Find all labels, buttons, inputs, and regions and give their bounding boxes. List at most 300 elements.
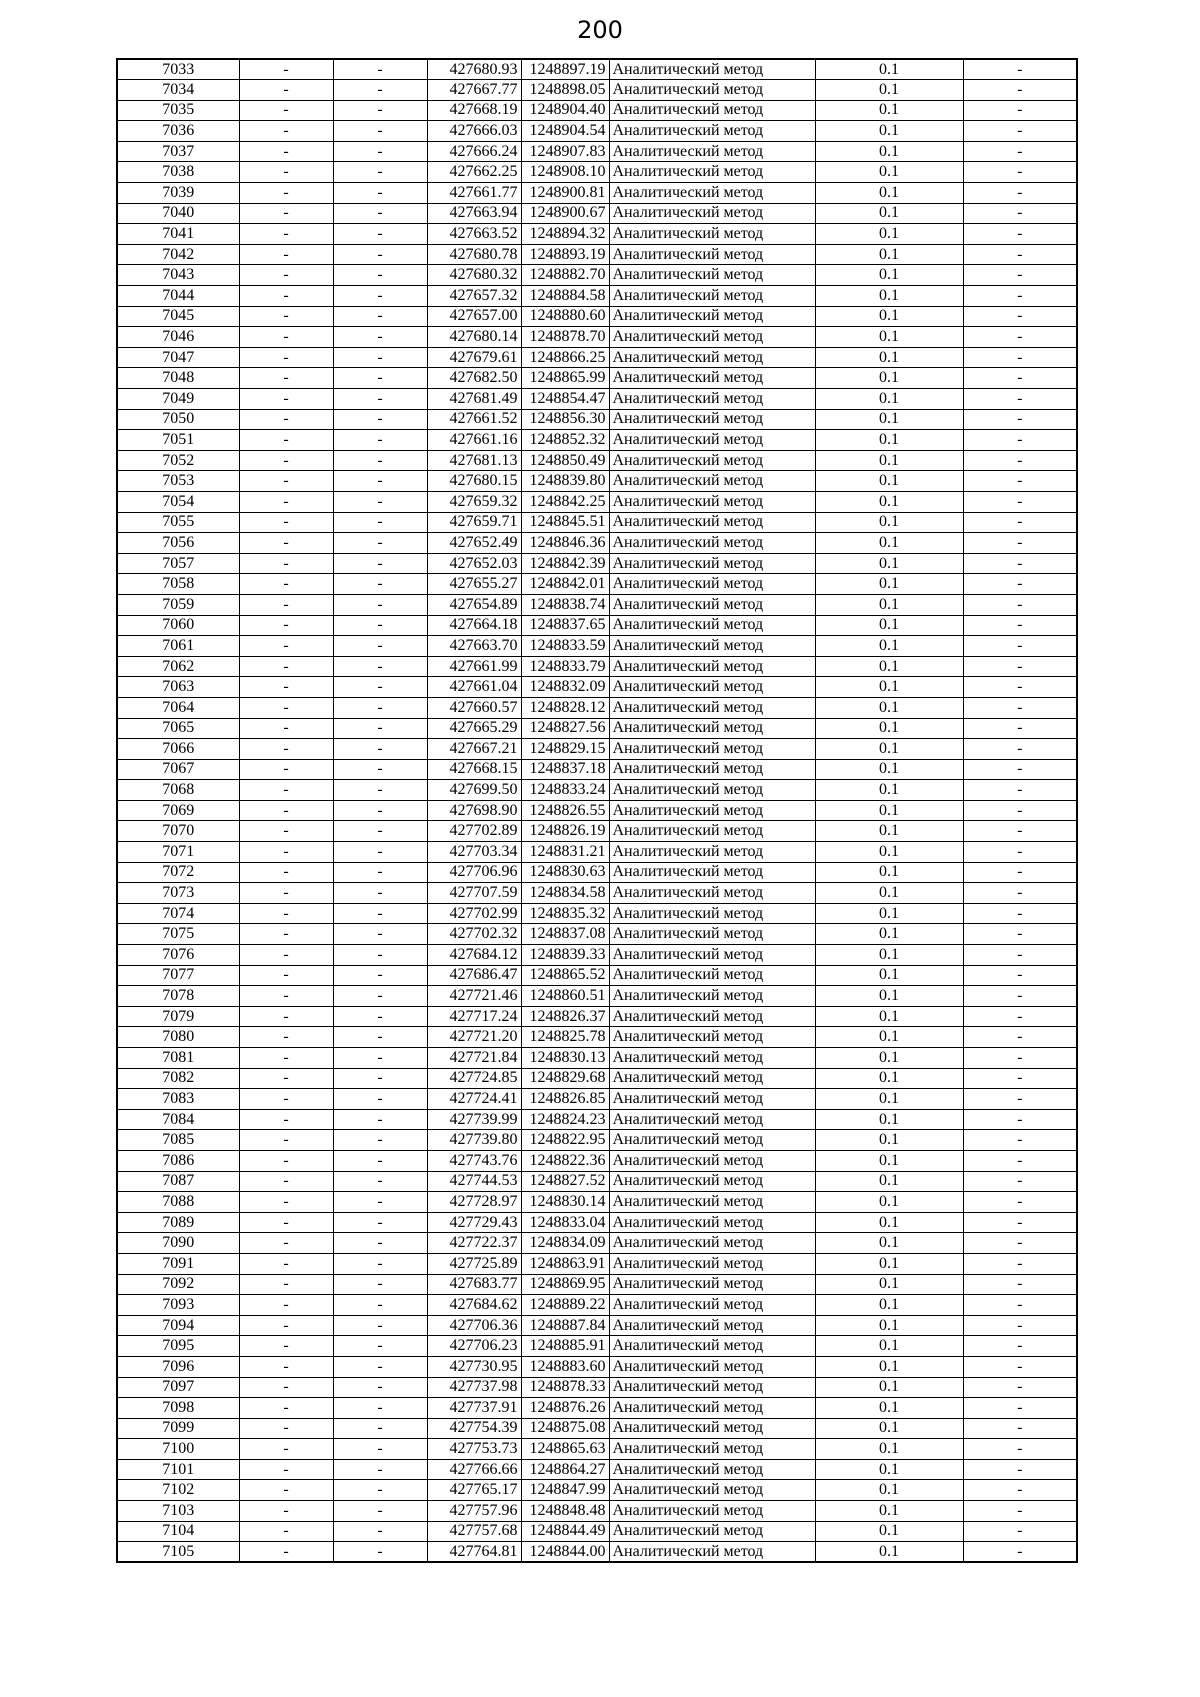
accuracy-cell: 0.1: [815, 1480, 963, 1501]
x-coordinate-cell: 427683.77: [427, 1274, 521, 1295]
x-coordinate-cell: 427661.77: [427, 183, 521, 204]
point-number-cell: 7084: [117, 1109, 239, 1130]
accuracy-cell: 0.1: [815, 1459, 963, 1480]
empty-cell: -: [963, 1439, 1077, 1460]
method-cell: Аналитический метод: [609, 80, 815, 101]
empty-cell: -: [333, 924, 427, 945]
accuracy-cell: 0.1: [815, 677, 963, 698]
empty-cell: -: [239, 1439, 333, 1460]
point-number-cell: 7073: [117, 883, 239, 904]
method-cell: Аналитический метод: [609, 389, 815, 410]
empty-cell: -: [239, 59, 333, 80]
x-coordinate-cell: 427699.50: [427, 780, 521, 801]
empty-cell: -: [963, 862, 1077, 883]
x-coordinate-cell: 427662.25: [427, 162, 521, 183]
table-row: [117, 759, 1077, 780]
table-row: [117, 965, 1077, 986]
method-cell: Аналитический метод: [609, 1439, 815, 1460]
accuracy-cell: 0.1: [815, 718, 963, 739]
empty-cell: -: [963, 821, 1077, 842]
x-coordinate-cell: 427737.98: [427, 1377, 521, 1398]
empty-cell: -: [239, 821, 333, 842]
empty-cell: -: [963, 965, 1077, 986]
x-coordinate-cell: 427668.15: [427, 759, 521, 780]
x-coordinate-cell: 427660.57: [427, 697, 521, 718]
accuracy-cell: 0.1: [815, 265, 963, 286]
empty-cell: -: [333, 1150, 427, 1171]
table-row: [117, 1150, 1077, 1171]
empty-cell: -: [963, 512, 1077, 533]
table-row: [117, 656, 1077, 677]
method-cell: Аналитический метод: [609, 1418, 815, 1439]
empty-cell: -: [239, 574, 333, 595]
x-coordinate-cell: 427664.18: [427, 615, 521, 636]
method-cell: Аналитический метод: [609, 409, 815, 430]
method-cell: Аналитический метод: [609, 1480, 815, 1501]
x-coordinate-cell: 427652.49: [427, 533, 521, 554]
accuracy-cell: 0.1: [815, 1253, 963, 1274]
method-cell: Аналитический метод: [609, 1315, 815, 1336]
empty-cell: -: [963, 636, 1077, 657]
table-row: [117, 1356, 1077, 1377]
table-row: [117, 100, 1077, 121]
table-row: [117, 1418, 1077, 1439]
empty-cell: -: [333, 491, 427, 512]
table-row: [117, 224, 1077, 245]
empty-cell: -: [239, 1315, 333, 1336]
table-row: [117, 615, 1077, 636]
empty-cell: -: [333, 945, 427, 966]
empty-cell: -: [239, 636, 333, 657]
accuracy-cell: 0.1: [815, 697, 963, 718]
table-row: [117, 1068, 1077, 1089]
y-coordinate-cell: 1248838.74: [521, 594, 609, 615]
table-row: [117, 1130, 1077, 1151]
empty-cell: -: [333, 986, 427, 1007]
accuracy-cell: 0.1: [815, 1336, 963, 1357]
table-row: [117, 821, 1077, 842]
y-coordinate-cell: 1248829.68: [521, 1068, 609, 1089]
y-coordinate-cell: 1248860.51: [521, 986, 609, 1007]
accuracy-cell: 0.1: [815, 430, 963, 451]
empty-cell: -: [333, 1398, 427, 1419]
point-number-cell: 7099: [117, 1418, 239, 1439]
empty-cell: -: [963, 780, 1077, 801]
x-coordinate-cell: 427666.24: [427, 141, 521, 162]
empty-cell: -: [963, 59, 1077, 80]
point-number-cell: 7080: [117, 1027, 239, 1048]
x-coordinate-cell: 427668.19: [427, 100, 521, 121]
empty-cell: -: [963, 306, 1077, 327]
accuracy-cell: 0.1: [815, 1356, 963, 1377]
empty-cell: -: [239, 100, 333, 121]
accuracy-cell: 0.1: [815, 842, 963, 863]
empty-cell: -: [239, 1109, 333, 1130]
method-cell: Аналитический метод: [609, 615, 815, 636]
empty-cell: -: [963, 574, 1077, 595]
method-cell: Аналитический метод: [609, 636, 815, 657]
x-coordinate-cell: 427739.99: [427, 1109, 521, 1130]
method-cell: Аналитический метод: [609, 800, 815, 821]
method-cell: Аналитический метод: [609, 1212, 815, 1233]
empty-cell: -: [239, 162, 333, 183]
empty-cell: -: [239, 677, 333, 698]
x-coordinate-cell: 427706.23: [427, 1336, 521, 1357]
x-coordinate-cell: 427686.47: [427, 965, 521, 986]
empty-cell: -: [963, 183, 1077, 204]
empty-cell: -: [239, 862, 333, 883]
y-coordinate-cell: 1248826.85: [521, 1089, 609, 1110]
empty-cell: -: [333, 739, 427, 760]
table-row: [117, 1109, 1077, 1130]
empty-cell: -: [333, 121, 427, 142]
empty-cell: -: [239, 141, 333, 162]
y-coordinate-cell: 1248907.83: [521, 141, 609, 162]
table-row: [117, 574, 1077, 595]
method-cell: Аналитический метод: [609, 1501, 815, 1522]
empty-cell: -: [963, 1480, 1077, 1501]
y-coordinate-cell: 1248852.32: [521, 430, 609, 451]
method-cell: Аналитический метод: [609, 121, 815, 142]
point-number-cell: 7074: [117, 903, 239, 924]
table-row: [117, 1336, 1077, 1357]
empty-cell: -: [239, 1336, 333, 1357]
accuracy-cell: 0.1: [815, 1521, 963, 1542]
method-cell: Аналитический метод: [609, 1233, 815, 1254]
point-number-cell: 7033: [117, 59, 239, 80]
method-cell: Аналитический метод: [609, 1542, 815, 1563]
point-number-cell: 7095: [117, 1336, 239, 1357]
empty-cell: -: [333, 1418, 427, 1439]
empty-cell: -: [239, 883, 333, 904]
empty-cell: -: [239, 368, 333, 389]
method-cell: Аналитический метод: [609, 533, 815, 554]
empty-cell: -: [333, 903, 427, 924]
empty-cell: -: [333, 842, 427, 863]
point-number-cell: 7034: [117, 80, 239, 101]
x-coordinate-cell: 427717.24: [427, 1006, 521, 1027]
table-row: [117, 389, 1077, 410]
empty-cell: -: [239, 1542, 333, 1563]
x-coordinate-cell: 427725.89: [427, 1253, 521, 1274]
point-number-cell: 7043: [117, 265, 239, 286]
point-number-cell: 7057: [117, 553, 239, 574]
empty-cell: -: [963, 244, 1077, 265]
accuracy-cell: 0.1: [815, 1006, 963, 1027]
x-coordinate-cell: 427724.41: [427, 1089, 521, 1110]
empty-cell: -: [239, 1150, 333, 1171]
point-number-cell: 7040: [117, 203, 239, 224]
y-coordinate-cell: 1248833.04: [521, 1212, 609, 1233]
x-coordinate-cell: 427706.36: [427, 1315, 521, 1336]
empty-cell: -: [963, 80, 1077, 101]
point-number-cell: 7070: [117, 821, 239, 842]
y-coordinate-cell: 1248876.26: [521, 1398, 609, 1419]
method-cell: Аналитический метод: [609, 512, 815, 533]
y-coordinate-cell: 1248847.99: [521, 1480, 609, 1501]
empty-cell: -: [333, 183, 427, 204]
x-coordinate-cell: 427721.20: [427, 1027, 521, 1048]
method-cell: Аналитический метод: [609, 842, 815, 863]
method-cell: Аналитический метод: [609, 697, 815, 718]
empty-cell: -: [963, 677, 1077, 698]
accuracy-cell: 0.1: [815, 862, 963, 883]
point-number-cell: 7093: [117, 1295, 239, 1316]
method-cell: Аналитический метод: [609, 759, 815, 780]
accuracy-cell: 0.1: [815, 1068, 963, 1089]
x-coordinate-cell: 427684.12: [427, 945, 521, 966]
accuracy-cell: 0.1: [815, 759, 963, 780]
empty-cell: -: [333, 1130, 427, 1151]
empty-cell: -: [239, 924, 333, 945]
empty-cell: -: [963, 1130, 1077, 1151]
empty-cell: -: [333, 286, 427, 307]
table-row: [117, 780, 1077, 801]
y-coordinate-cell: 1248822.36: [521, 1150, 609, 1171]
empty-cell: -: [963, 224, 1077, 245]
y-coordinate-cell: 1248865.63: [521, 1439, 609, 1460]
y-coordinate-cell: 1248822.95: [521, 1130, 609, 1151]
x-coordinate-cell: 427729.43: [427, 1212, 521, 1233]
x-coordinate-cell: 427703.34: [427, 842, 521, 863]
method-cell: Аналитический метод: [609, 574, 815, 595]
y-coordinate-cell: 1248866.25: [521, 347, 609, 368]
point-number-cell: 7059: [117, 594, 239, 615]
empty-cell: -: [239, 306, 333, 327]
empty-cell: -: [239, 615, 333, 636]
method-cell: Аналитический метод: [609, 780, 815, 801]
y-coordinate-cell: 1248897.19: [521, 59, 609, 80]
y-coordinate-cell: 1248837.65: [521, 615, 609, 636]
y-coordinate-cell: 1248830.13: [521, 1048, 609, 1069]
empty-cell: -: [333, 512, 427, 533]
method-cell: Аналитический метод: [609, 1130, 815, 1151]
accuracy-cell: 0.1: [815, 636, 963, 657]
empty-cell: -: [333, 697, 427, 718]
accuracy-cell: 0.1: [815, 162, 963, 183]
x-coordinate-cell: 427722.37: [427, 1233, 521, 1254]
table-row: [117, 471, 1077, 492]
x-coordinate-cell: 427657.32: [427, 286, 521, 307]
accuracy-cell: 0.1: [815, 780, 963, 801]
table-row: [117, 945, 1077, 966]
method-cell: Аналитический метод: [609, 862, 815, 883]
point-number-cell: 7065: [117, 718, 239, 739]
point-number-cell: 7090: [117, 1233, 239, 1254]
empty-cell: -: [333, 1295, 427, 1316]
empty-cell: -: [239, 800, 333, 821]
y-coordinate-cell: 1248908.10: [521, 162, 609, 183]
empty-cell: -: [239, 80, 333, 101]
accuracy-cell: 0.1: [815, 141, 963, 162]
empty-cell: -: [333, 1089, 427, 1110]
empty-cell: -: [963, 1027, 1077, 1048]
empty-cell: -: [333, 1336, 427, 1357]
empty-cell: -: [963, 409, 1077, 430]
x-coordinate-cell: 427698.90: [427, 800, 521, 821]
x-coordinate-cell: 427652.03: [427, 553, 521, 574]
empty-cell: -: [963, 1192, 1077, 1213]
x-coordinate-cell: 427655.27: [427, 574, 521, 595]
y-coordinate-cell: 1248839.33: [521, 945, 609, 966]
empty-cell: -: [963, 1542, 1077, 1563]
empty-cell: -: [239, 244, 333, 265]
x-coordinate-cell: 427680.14: [427, 327, 521, 348]
method-cell: Аналитический метод: [609, 162, 815, 183]
empty-cell: -: [239, 1398, 333, 1419]
accuracy-cell: 0.1: [815, 1089, 963, 1110]
y-coordinate-cell: 1248842.01: [521, 574, 609, 595]
empty-cell: -: [333, 471, 427, 492]
empty-cell: -: [333, 1521, 427, 1542]
empty-cell: -: [333, 1459, 427, 1480]
y-coordinate-cell: 1248833.24: [521, 780, 609, 801]
point-number-cell: 7063: [117, 677, 239, 698]
empty-cell: -: [239, 183, 333, 204]
point-number-cell: 7096: [117, 1356, 239, 1377]
empty-cell: -: [239, 1480, 333, 1501]
point-number-cell: 7069: [117, 800, 239, 821]
x-coordinate-cell: 427667.77: [427, 80, 521, 101]
x-coordinate-cell: 427766.66: [427, 1459, 521, 1480]
point-number-cell: 7103: [117, 1501, 239, 1522]
empty-cell: -: [963, 347, 1077, 368]
table-row: [117, 1295, 1077, 1316]
empty-cell: -: [239, 1356, 333, 1377]
empty-cell: -: [333, 1006, 427, 1027]
point-number-cell: 7085: [117, 1130, 239, 1151]
x-coordinate-cell: 427724.85: [427, 1068, 521, 1089]
accuracy-cell: 0.1: [815, 1377, 963, 1398]
table-row: [117, 1192, 1077, 1213]
method-cell: Аналитический метод: [609, 883, 815, 904]
point-number-cell: 7076: [117, 945, 239, 966]
accuracy-cell: 0.1: [815, 450, 963, 471]
accuracy-cell: 0.1: [815, 615, 963, 636]
point-number-cell: 7046: [117, 327, 239, 348]
table-row: [117, 718, 1077, 739]
method-cell: Аналитический метод: [609, 1150, 815, 1171]
y-coordinate-cell: 1248882.70: [521, 265, 609, 286]
empty-cell: -: [333, 389, 427, 410]
x-coordinate-cell: 427657.00: [427, 306, 521, 327]
empty-cell: -: [333, 347, 427, 368]
x-coordinate-cell: 427661.99: [427, 656, 521, 677]
x-coordinate-cell: 427681.13: [427, 450, 521, 471]
y-coordinate-cell: 1248878.33: [521, 1377, 609, 1398]
point-number-cell: 7049: [117, 389, 239, 410]
x-coordinate-cell: 427665.29: [427, 718, 521, 739]
point-number-cell: 7101: [117, 1459, 239, 1480]
empty-cell: -: [963, 1068, 1077, 1089]
accuracy-cell: 0.1: [815, 965, 963, 986]
empty-cell: -: [333, 574, 427, 595]
accuracy-cell: 0.1: [815, 491, 963, 512]
point-number-cell: 7039: [117, 183, 239, 204]
y-coordinate-cell: 1248837.18: [521, 759, 609, 780]
empty-cell: -: [963, 1212, 1077, 1233]
accuracy-cell: 0.1: [815, 1501, 963, 1522]
empty-cell: -: [239, 512, 333, 533]
point-number-cell: 7088: [117, 1192, 239, 1213]
method-cell: Аналитический метод: [609, 903, 815, 924]
empty-cell: -: [333, 430, 427, 451]
method-cell: Аналитический метод: [609, 924, 815, 945]
method-cell: Аналитический метод: [609, 1336, 815, 1357]
point-number-cell: 7075: [117, 924, 239, 945]
method-cell: Аналитический метод: [609, 430, 815, 451]
y-coordinate-cell: 1248834.09: [521, 1233, 609, 1254]
empty-cell: -: [333, 1439, 427, 1460]
empty-cell: -: [239, 1274, 333, 1295]
table-row: [117, 286, 1077, 307]
table-row: [117, 183, 1077, 204]
empty-cell: -: [239, 203, 333, 224]
accuracy-cell: 0.1: [815, 100, 963, 121]
table-row: [117, 1542, 1077, 1563]
method-cell: Аналитический метод: [609, 347, 815, 368]
empty-cell: -: [333, 800, 427, 821]
method-cell: Аналитический метод: [609, 59, 815, 80]
table-row: [117, 347, 1077, 368]
y-coordinate-cell: 1248878.70: [521, 327, 609, 348]
table-row: [117, 368, 1077, 389]
empty-cell: -: [333, 780, 427, 801]
accuracy-cell: 0.1: [815, 1233, 963, 1254]
table-row: [117, 1006, 1077, 1027]
point-number-cell: 7089: [117, 1212, 239, 1233]
method-cell: Аналитический метод: [609, 471, 815, 492]
point-number-cell: 7042: [117, 244, 239, 265]
method-cell: Аналитический метод: [609, 100, 815, 121]
y-coordinate-cell: 1248845.51: [521, 512, 609, 533]
empty-cell: -: [963, 450, 1077, 471]
x-coordinate-cell: 427744.53: [427, 1171, 521, 1192]
empty-cell: -: [239, 1130, 333, 1151]
empty-cell: -: [333, 553, 427, 574]
empty-cell: -: [333, 883, 427, 904]
accuracy-cell: 0.1: [815, 1295, 963, 1316]
empty-cell: -: [333, 677, 427, 698]
y-coordinate-cell: 1248865.99: [521, 368, 609, 389]
y-coordinate-cell: 1248865.52: [521, 965, 609, 986]
accuracy-cell: 0.1: [815, 883, 963, 904]
empty-cell: -: [239, 1253, 333, 1274]
empty-cell: -: [963, 739, 1077, 760]
y-coordinate-cell: 1248863.91: [521, 1253, 609, 1274]
accuracy-cell: 0.1: [815, 327, 963, 348]
y-coordinate-cell: 1248834.58: [521, 883, 609, 904]
x-coordinate-cell: 427739.80: [427, 1130, 521, 1151]
empty-cell: -: [963, 1501, 1077, 1522]
accuracy-cell: 0.1: [815, 924, 963, 945]
point-number-cell: 7067: [117, 759, 239, 780]
table-body: [117, 59, 1077, 1562]
y-coordinate-cell: 1248894.32: [521, 224, 609, 245]
x-coordinate-cell: 427702.99: [427, 903, 521, 924]
table-row: [117, 739, 1077, 760]
method-cell: Аналитический метод: [609, 1521, 815, 1542]
empty-cell: -: [963, 1089, 1077, 1110]
point-number-cell: 7104: [117, 1521, 239, 1542]
empty-cell: -: [963, 141, 1077, 162]
y-coordinate-cell: 1248880.60: [521, 306, 609, 327]
empty-cell: -: [239, 739, 333, 760]
point-number-cell: 7053: [117, 471, 239, 492]
accuracy-cell: 0.1: [815, 821, 963, 842]
empty-cell: -: [963, 553, 1077, 574]
point-number-cell: 7038: [117, 162, 239, 183]
